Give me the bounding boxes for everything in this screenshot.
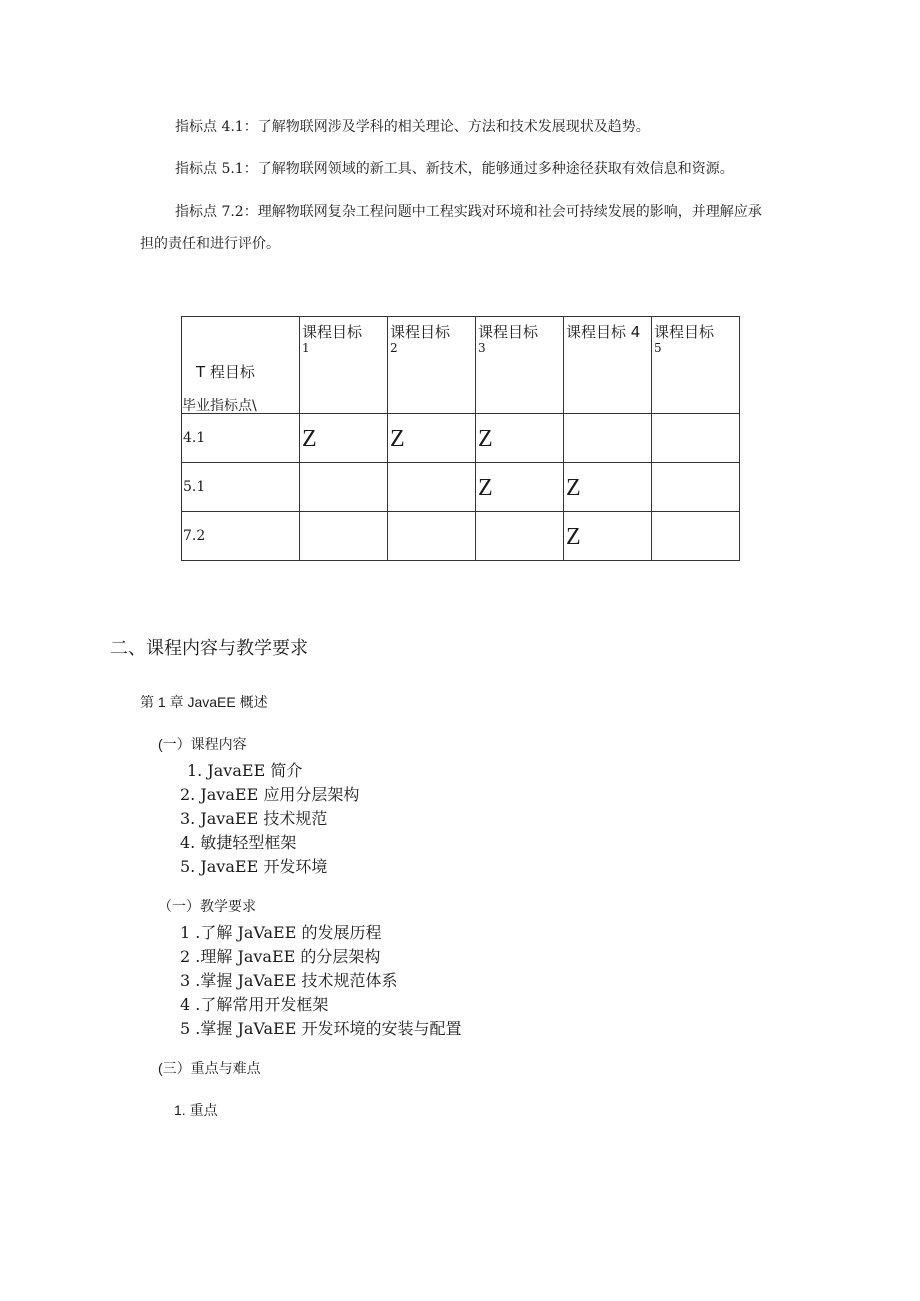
support-mark: Z	[566, 524, 581, 550]
mark-cell	[476, 463, 564, 512]
support-mark: Z	[390, 426, 405, 452]
mark-cell	[564, 512, 652, 561]
header-number: 2	[390, 341, 398, 355]
header-label: 课程目标	[390, 323, 451, 341]
content-item: 1. JavaEE 简介	[187, 761, 303, 780]
requirement-item: 1 .了解 JaVaEE 的发展历程	[180, 923, 382, 942]
table-row	[182, 463, 740, 512]
key-points-heading: (三）重点与难点	[158, 1060, 261, 1076]
mark-cell	[388, 463, 476, 512]
table-row	[182, 512, 740, 561]
mark-cell	[564, 414, 652, 463]
key-points-subheading: 1. 重点	[174, 1102, 218, 1118]
row-label: 7.2	[183, 528, 206, 544]
header-goal-3	[476, 317, 564, 414]
mark-cell	[652, 414, 740, 463]
content-item: 5. JavaEE 开发环境	[180, 857, 328, 876]
support-mark: Z	[302, 426, 317, 452]
mark-cell	[476, 414, 564, 463]
header-label: 课程目标	[478, 323, 539, 341]
mark-cell	[300, 414, 388, 463]
table-header-row	[182, 317, 740, 414]
requirement-item: 2 .理解 JavaEE 的分层架构	[180, 947, 381, 966]
row-label: 5.1	[183, 479, 206, 495]
row-label: 4.1	[183, 430, 206, 446]
mapping-table	[181, 316, 740, 561]
indicator-4-1: 指标点 4.1：了解物联网涉及学科的相关理论、方法和技术发展现状及趋势。	[175, 119, 650, 135]
mark-cell	[388, 414, 476, 463]
requirement-item: 4 .了解常用开发框架	[180, 995, 329, 1014]
row-label-cell	[182, 414, 300, 463]
header-goal-4	[564, 317, 652, 414]
mark-cell	[300, 463, 388, 512]
row-label-cell	[182, 512, 300, 561]
indicator-5-1: 指标点 5.1：了解物联网领域的新工具、新技术，能够通过多种途径获取有效信息和资源。	[175, 161, 734, 177]
section-title: 二、课程内容与教学要求	[110, 638, 308, 659]
requirements-heading: （一）教学要求	[158, 898, 256, 914]
requirement-item: 5 .掌握 JaVaEE 开发环境的安装与配置	[180, 1019, 462, 1038]
chapter-title: 第 1 章 JavaEE 概述	[140, 694, 268, 710]
support-mark: Z	[478, 475, 493, 501]
corner-label-indicator: 毕业指标点\	[182, 398, 257, 414]
row-label-cell	[182, 463, 300, 512]
content-item: 4. 敏捷轻型框架	[180, 833, 297, 852]
header-label: 课程目标	[654, 323, 715, 341]
mark-cell	[652, 463, 740, 512]
header-goal-5	[652, 317, 740, 414]
indicator-7-2-line1: 指标点 7.2：理解物联网复杂工程问题中工程实践对环境和社会可持续发展的影响，并理解应承	[175, 204, 762, 220]
header-goal-2	[388, 317, 476, 414]
header-number: 5	[654, 341, 662, 355]
corner-label-course-goal: T 程目标	[196, 363, 255, 381]
mark-cell	[652, 512, 740, 561]
header-number: 1	[302, 341, 310, 355]
header-number: 3	[478, 341, 486, 355]
table-row	[182, 414, 740, 463]
mark-cell	[564, 463, 652, 512]
mark-cell	[476, 512, 564, 561]
requirement-item: 3 .掌握 JaVaEE 技术规范体系	[180, 971, 398, 990]
support-mark: Z	[566, 475, 581, 501]
content-heading: (一）课程内容	[158, 736, 247, 752]
mark-cell	[300, 512, 388, 561]
corner-cell	[182, 317, 300, 414]
content-item: 2. JavaEE 应用分层架构	[180, 785, 360, 804]
support-mark: Z	[478, 426, 493, 452]
header-label: 课程目标 4	[566, 323, 641, 341]
header-label: 课程目标	[302, 323, 363, 341]
header-goal-1	[300, 317, 388, 414]
content-item: 3. JavaEE 技术规范	[180, 809, 328, 828]
mark-cell	[388, 512, 476, 561]
indicator-7-2-line2: 担的责任和进行评价。	[140, 236, 280, 252]
